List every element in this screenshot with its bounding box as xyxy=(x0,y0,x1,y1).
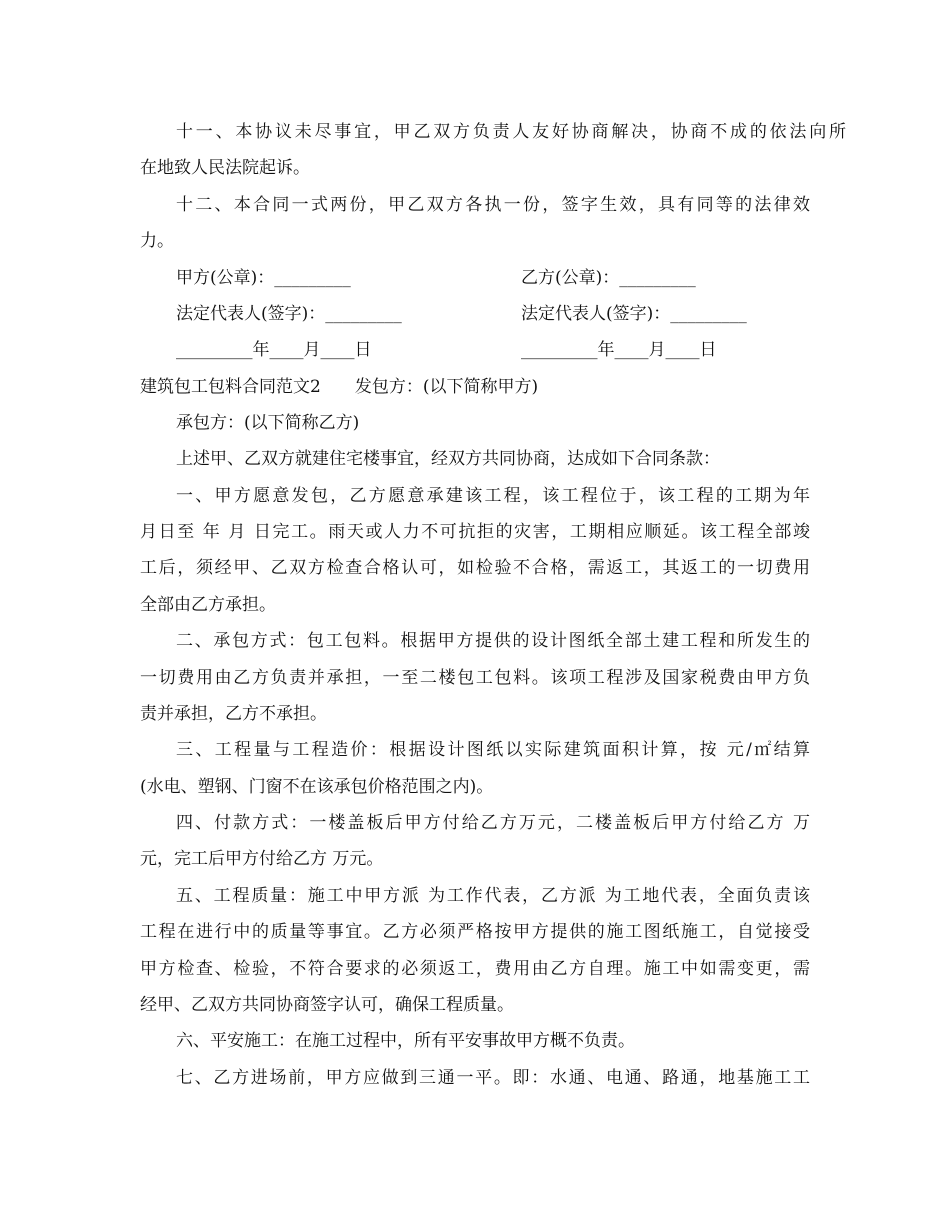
clause-5-line-1: 五、工程质量：施工中甲方派 为工作代表，乙方派 为工地代表，全面负责该 xyxy=(176,886,810,906)
clause-7-line-1: 七、乙方进场前，甲方应做到三通一平。即：水通、电通、路通，地基施工工 xyxy=(176,1068,810,1088)
party-a-representative: 法定代表人(签字)：_________ xyxy=(176,304,402,324)
contractor-line: 承包方：(以下简称乙方) xyxy=(176,413,360,433)
clause-2-line-1: 二、承包方式：包工包料。根据甲方提供的设计图纸全部土建工程和所发生的 xyxy=(176,631,810,651)
clause-2-line-2: 一切费用由乙方负责并承担，一至二楼包工包料。该项工程涉及国家税费由甲方负 xyxy=(140,668,810,688)
clause-11-line-2: 在地致人民法院起诉。 xyxy=(140,158,310,178)
party-a-seal: 甲方(公章)：_________ xyxy=(176,268,351,288)
clause-12-line-1: 十二、本合同一式两份，甲乙双方各执一份，签字生效，具有同等的法律效 xyxy=(176,195,810,215)
clause-5-line-4: 经甲、乙双方共同协商签字认可，确保工程质量。 xyxy=(140,995,514,1015)
intro-line: 上述甲、乙双方就建住宅楼事宜，经双方共同协商，达成如下合同条款： xyxy=(176,449,720,469)
party-b-seal: 乙方(公章)：_________ xyxy=(521,268,696,288)
clause-4-line-1: 四、付款方式：一楼盖板后甲方付给乙方万元，二楼盖板后甲方付给乙方 万 xyxy=(176,813,810,833)
clause-12-line-2: 力。 xyxy=(140,231,174,251)
clause-3-line-1: 三、工程量与工程造价：根据设计图纸以实际建筑面积计算，按 元/㎡结算 xyxy=(176,740,810,760)
clause-1-line-3: 工后，须经甲、乙双方检查合格认可，如检验不合格，需返工，其返工的一切费用 xyxy=(140,558,810,578)
clause-3-line-2: (水电、塑钢、门窗不在该承包价格范围之内)。 xyxy=(140,777,494,797)
party-b-date: _________年____月____日 xyxy=(521,340,717,360)
contract-2-title: 建筑包工包料合同范文2 发包方：(以下简称甲方) xyxy=(140,377,539,397)
clause-5-line-2: 工程在进行中的质量等事宜。乙方必须严格按甲方提供的施工图纸施工，自觉接受 xyxy=(140,922,810,942)
clause-4-line-2: 元，完工后甲方付给乙方 万元。 xyxy=(140,849,384,869)
clause-1-line-1: 一、甲方愿意发包，乙方愿意承建该工程，该工程位于，该工程的工期为年 xyxy=(176,486,810,506)
party-b-representative: 法定代表人(签字)：_________ xyxy=(521,304,747,324)
clause-1-line-2: 月日至 年 月 日完工。雨天或人力不可抗拒的灾害，工期相应顺延。该工程全部竣 xyxy=(140,522,810,542)
party-a-date: _________年____月____日 xyxy=(176,340,372,360)
clause-5-line-3: 甲方检查、检验，不符合要求的必须返工，费用由乙方自理。施工中如需变更，需 xyxy=(140,959,810,979)
clause-2-line-3: 责并承担，乙方不承担。 xyxy=(140,704,327,724)
clause-1-line-4: 全部由乙方承担。 xyxy=(140,595,276,615)
clause-6-line-1: 六、平安施工：在施工过程中，所有平安事故甲方概不负责。 xyxy=(176,1031,635,1051)
clause-11-line-1: 十一、本协议未尽事宜，甲乙双方负责人友好协商解决，协商不成的依法向所 xyxy=(176,122,846,142)
